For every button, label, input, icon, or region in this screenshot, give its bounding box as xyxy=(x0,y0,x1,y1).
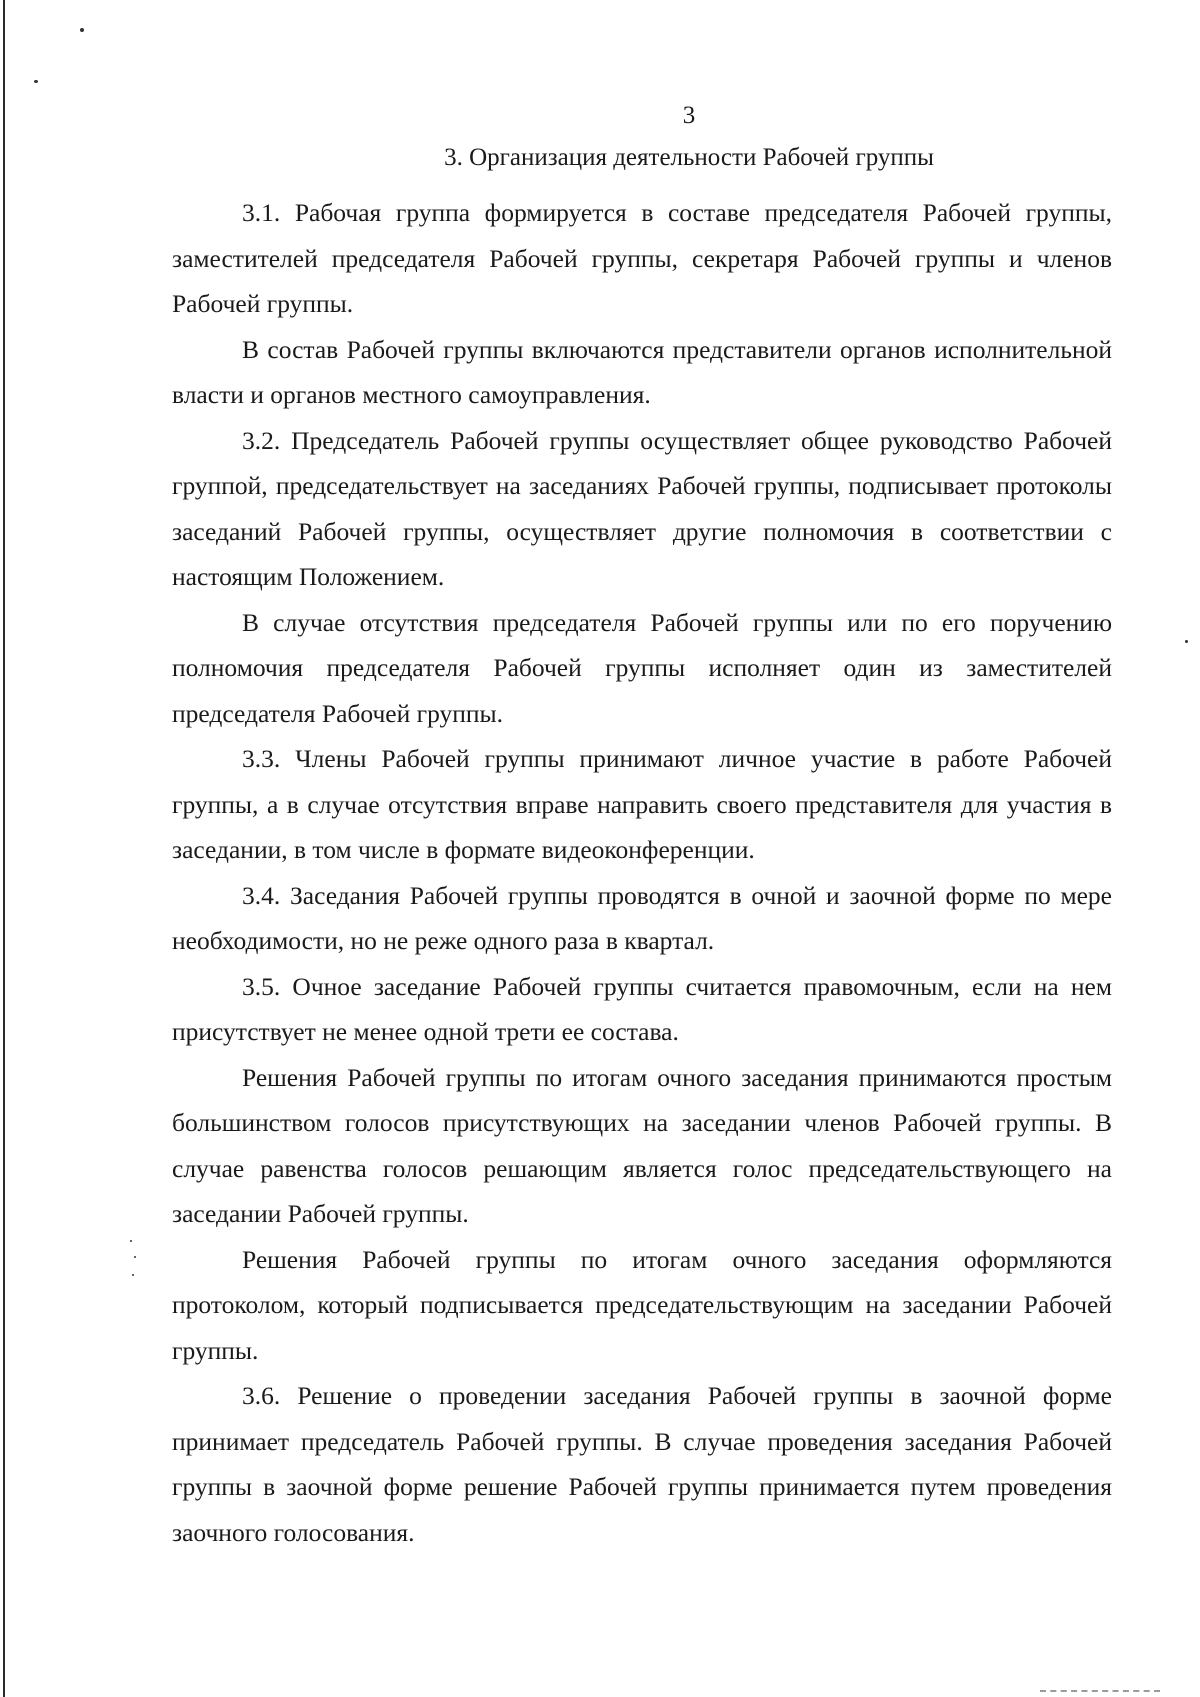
paragraph-3-1: 3.1. Рабочая группа формируется в составе председателя Рабочей группы, заместителей председателя Рабочей группы, секретаря Рабочей группы и членов Рабочей группы. xyxy=(172,198,1112,318)
scan-speck xyxy=(80,28,84,32)
scan-edge-line xyxy=(3,0,5,1697)
paragraph-3-6: 3.6. Решение о проведении заседания Рабочей группы в заочной форме принимает председатель Рабочей группы. В случае проведения заседания Рабочей группы в заочной форме решение Рабочей группы принимается путем проведения заочного голосования. xyxy=(172,1381,1112,1547)
document-page xyxy=(172,96,1112,1555)
paragraph-3-4: 3.4. Заседания Рабочей группы проводятся в очной и заочной форме по мере необходимости, но не реже одного раза в квартал. xyxy=(172,880,1112,955)
scan-speck xyxy=(34,80,38,83)
paragraph-3-5: 3.5. Очное заседание Рабочей группы считается правомочным, если на нем присутствует не менее одной трети ее состава. xyxy=(172,971,1112,1046)
paragraph-3-2: 3.2. Председатель Рабочей группы осуществляет общее руководство Рабочей группой, председательствует на заседаниях Рабочей группы, подписывает протоколы заседаний Рабочей группы, осуществляет другие полномочия в соответствии с настоящим Положением. xyxy=(172,425,1112,591)
scan-speck xyxy=(134,1256,136,1258)
section-title: 3. Организация деятельности Рабочей группы xyxy=(444,144,934,171)
paragraph-chair-absence: В случае отсутствия председателя Рабочей группы или по его поручению полномочия председателя Рабочей группы исполняет один из заместителей председателя Рабочей группы. xyxy=(172,607,1112,728)
paragraph-3-3: 3.3. Члены Рабочей группы принимают личное участие в работе Рабочей группы, а в случае отсутствия вправе направить своего представителя для участия в заседании, в том числе в формате видеоконференции. xyxy=(172,744,1112,864)
scan-speck xyxy=(1185,640,1188,643)
scan-speck xyxy=(132,1274,134,1276)
paragraph-decisions-voting: Решения Рабочей группы по итогам очного заседания принимаются простым большинством голосов присутствующих на заседании членов Рабочей группы. В случае равенства голосов решающим является голос председательствующего на заседании Рабочей группы. xyxy=(172,1062,1112,1228)
paragraph-composition: В состав Рабочей группы включаются представители органов исполнительной власти и органов местного самоуправления. xyxy=(172,334,1112,409)
page-number: 3 xyxy=(682,102,696,129)
paragraph-decisions-protocol: Решения Рабочей группы по итогам очного заседания оформляются протоколом, который подписывается председательствующим на заседании Рабочей группы. xyxy=(172,1244,1112,1365)
scan-speck xyxy=(130,1240,132,1242)
scan-footer-marks xyxy=(1040,1686,1160,1692)
